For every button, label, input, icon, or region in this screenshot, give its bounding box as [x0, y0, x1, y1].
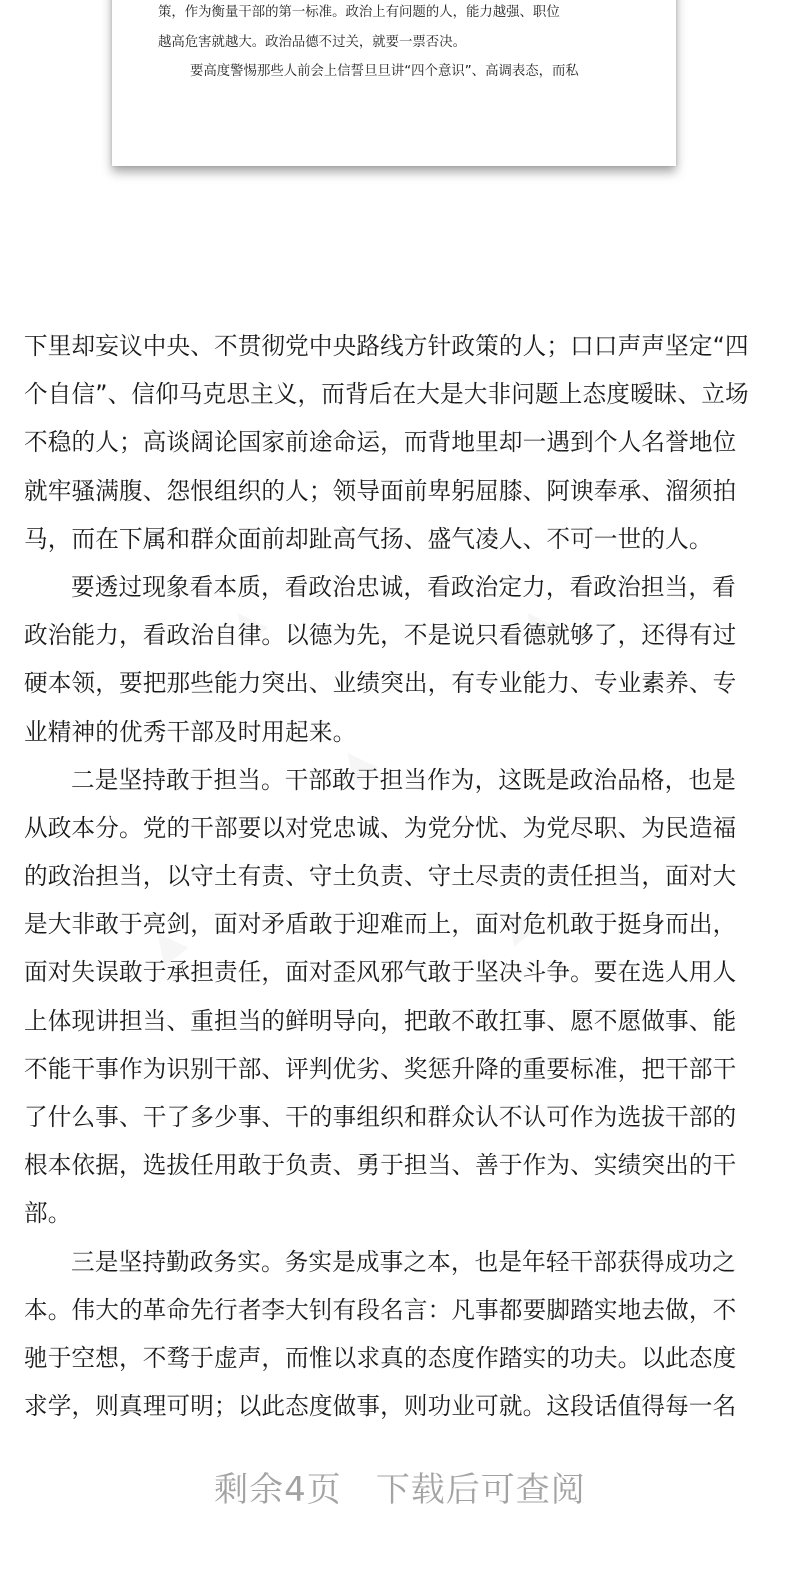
preview-line-3: 要高度警惕那些人前会上信誓旦旦讲“四个意识”、高调表态，而私: [190, 64, 579, 79]
text-line: 的政治担当，以守土有责、守土负责、守土尽责的责任担当，面对大: [24, 862, 737, 891]
text-line: 马，而在下属和群众面前却趾高气扬、盛气凌人、不可一世的人。: [24, 524, 713, 553]
document-body: [24, 322, 776, 1430]
text-line: 本。伟大的革命先行者李大钊有段名言：凡事都要脚踏实地去做，不: [24, 1295, 737, 1324]
text-line: 二是坚持敢于担当。干部敢于担当作为，这既是政治品格，也是: [71, 765, 736, 794]
text-line: 根本依据，选拔任用敢于负责、勇于担当、善于作为、实绩突出的干: [24, 1151, 737, 1180]
remaining-pages-banner[interactable]: [0, 1468, 800, 1512]
text-line: 下里却妄议中央、不贯彻党中央路线方针政策的人；口口声声坚定“四: [24, 332, 749, 360]
remaining-pages-count[interactable]: 剩余4页: [214, 1470, 342, 1510]
download-to-view-hint[interactable]: 下载后可查阅: [375, 1470, 586, 1510]
text-line: 驰于空想，不骛于虚声，而惟以求真的态度作踏实的功夫。以此态度: [24, 1343, 737, 1372]
preview-line-1: 策，作为衡量干部的第一标准。政治上有问题的人，能力越强、职位: [158, 5, 560, 20]
text-line: 部。: [24, 1199, 72, 1228]
text-line: 不稳的人；高谈阔论国家前途命运，而背地里却一遇到个人名誉地位: [24, 428, 737, 457]
text-line: 是大非敢于亮剑，面对矛盾敢于迎难而上，面对危机敢于挺身而出，: [24, 910, 737, 939]
preview-page-card: [112, 0, 676, 166]
preview-line-2: 越高危害就越大。政治品德不过关，就要一票否决。: [158, 35, 466, 50]
text-line: 政治能力，看政治自律。以德为先，不是说只看德就够了，还得有过: [24, 621, 737, 650]
text-line: 个自信”、信仰马克思主义，而背后在大是大非问题上态度暧昧、立场: [24, 380, 749, 409]
text-line: 面对失误敢于承担责任，面对歪风邪气敢于坚决斗争。要在选人用人: [24, 958, 737, 987]
text-line: 从政本分。党的干部要以对党忠诚、为党分忧、为党尽职、为民造福: [24, 813, 737, 842]
text-line: 三是坚持勤政务实。务实是成事之本，也是年轻干部获得成功之: [71, 1247, 736, 1276]
text-line: 就牢骚满腹、怨恨组织的人；领导面前卑躬屈膝、阿谀奉承、溜须拍: [24, 476, 737, 505]
text-line: 不能干事作为识别干部、评判优劣、奖惩升降的重要标准，把干部干: [24, 1054, 737, 1083]
text-line: 要透过现象看本质，看政治忠诚，看政治定力，看政治担当，看: [71, 572, 736, 601]
text-line: 了什么事、干了多少事、干的事组织和群众认不认可作为选拔干部的: [24, 1103, 737, 1131]
text-line: 硬本领，要把那些能力突出、业绩突出，有专业能力、专业素养、专: [24, 669, 737, 698]
text-line: 上体现讲担当、重担当的鲜明导向，把敢不敢扛事、愿不愿做事、能: [24, 1006, 737, 1035]
text-line: 求学，则真理可明；以此态度做事，则功业可就。这段话值得每一名: [24, 1392, 737, 1421]
text-line: 业精神的优秀干部及时用起来。: [24, 717, 357, 746]
